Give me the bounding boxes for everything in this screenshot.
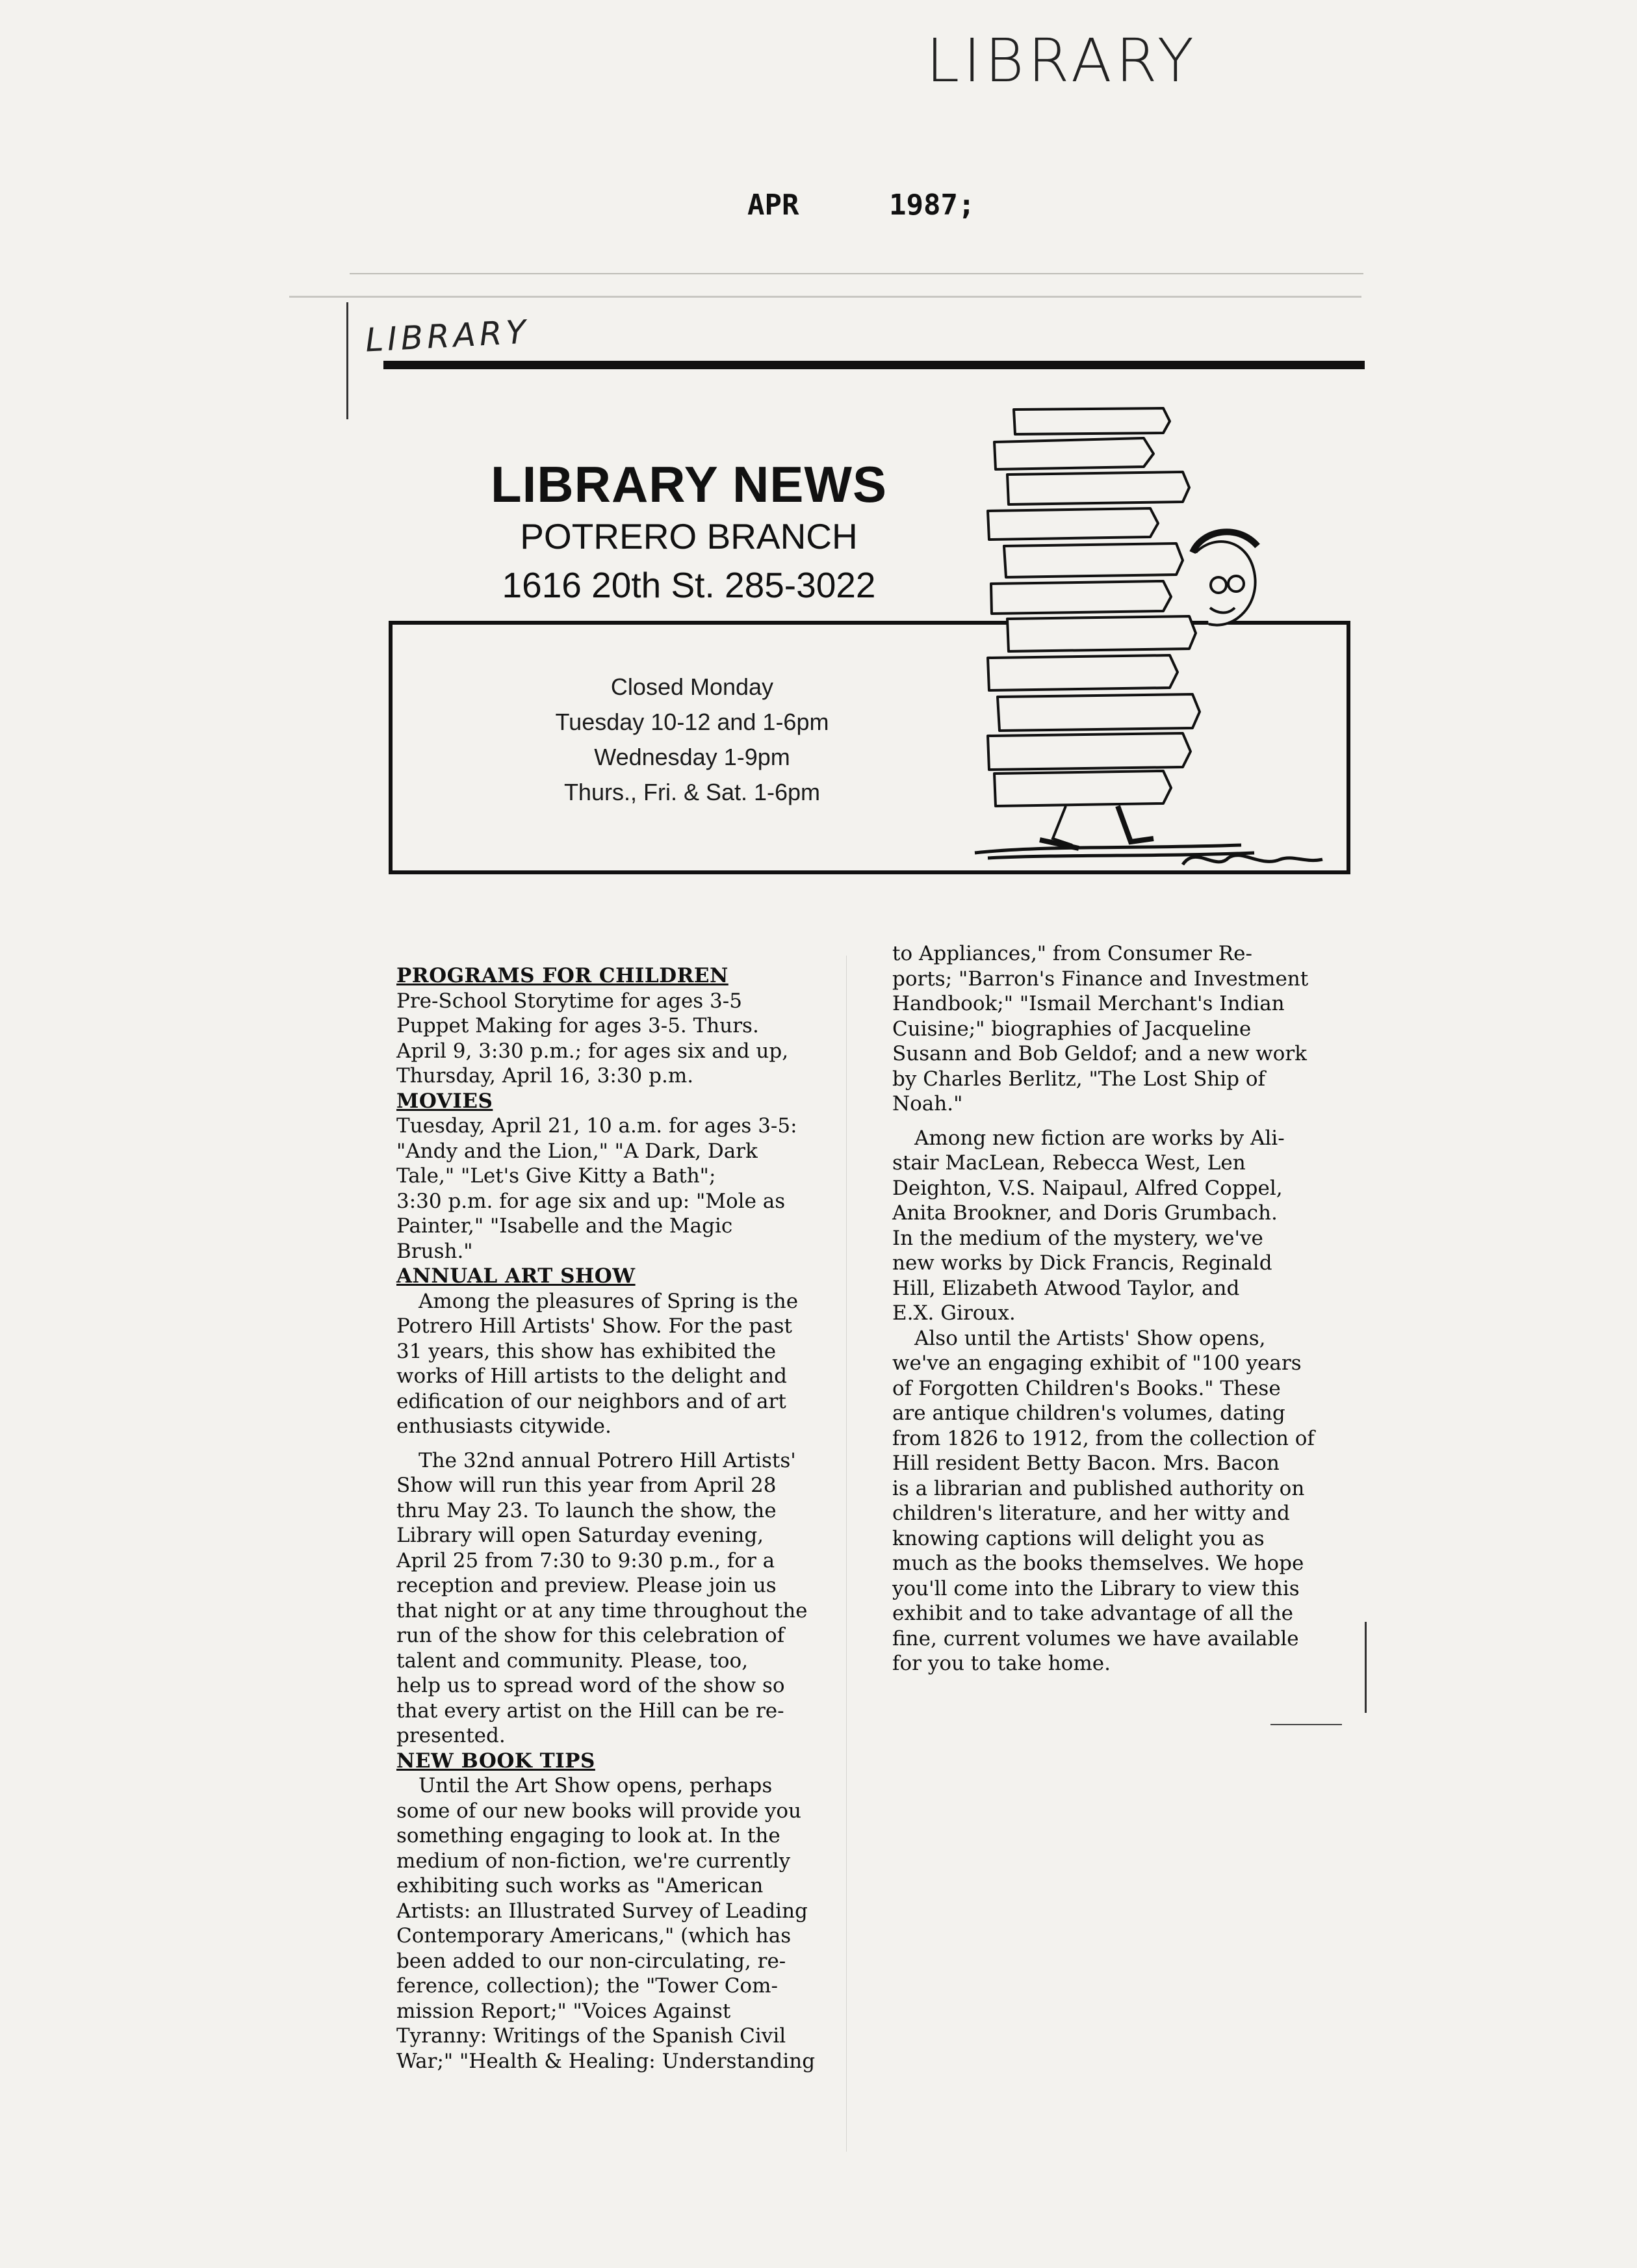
paragraph-line: exhibiting such works as "American (396, 1874, 764, 1897)
paragraph-line: some of our new books will provide you (396, 1799, 801, 1823)
paragraph-line: Pre-School Storytime for ages 3-5 (396, 989, 742, 1013)
paragraph-line: are antique children's volumes, dating (892, 1401, 1285, 1425)
margin-mark (1365, 1622, 1367, 1713)
handwritten-note-margin: LIBRARY (364, 313, 531, 359)
paragraph-line: The 32nd annual Potrero Hill Artists' (419, 1448, 796, 1472)
paragraph-line: In the medium of the mystery, we've (892, 1226, 1263, 1250)
paragraph-line: enthusiasts citywide. (396, 1414, 612, 1438)
paragraph-line: Show will run this year from April 28 (396, 1474, 777, 1497)
branch-name: POTRERO BRANCH (520, 516, 858, 556)
paragraph-line: edification of our neighbors and of art (396, 1389, 786, 1413)
paragraph-line: run of the show for this celebration of (396, 1624, 785, 1647)
paragraph-line: to Appliances," from Consumer Re- (892, 942, 1252, 965)
hours-line: Thurs., Fri. & Sat. 1-6pm (563, 779, 821, 805)
paragraph-line: works of Hill artists to the delight and (396, 1364, 788, 1388)
paragraph-line: of Forgotten Children's Books." These (892, 1376, 1281, 1400)
date-stamp-year-text: 1987 (889, 189, 958, 222)
paragraph-line: Potrero Hill Artists' Show. For the past (396, 1314, 792, 1338)
hours-line: Closed Monday (610, 673, 774, 700)
article-left-column (396, 963, 851, 2074)
paragraph-line: Susann and Bob Geldof; and a new work (892, 1042, 1307, 1065)
paragraph-line: Library will open Saturday evening, (396, 1524, 764, 1547)
paragraph-line: presented. (396, 1724, 506, 1747)
paragraph-line: children's literature, and her witty and (892, 1502, 1290, 1525)
paragraph-line: War;" "Health & Healing: Understanding (396, 2049, 816, 2073)
section-heading: ANNUAL ART SHOW (396, 1264, 636, 1288)
paragraph-line: Also until the Artists' Show opens, (914, 1326, 1266, 1350)
handwritten-note-top: LIBRARY (926, 26, 1198, 96)
paragraph-line: Hill, Elizabeth Atwood Taylor, and (892, 1276, 1240, 1300)
paragraph-line: we've an engaging exhibit of "100 years (892, 1351, 1302, 1375)
date-stamp-month: APR (747, 189, 799, 222)
paragraph-line: Deighton, V.S. Naipaul, Alfred Coppel, (892, 1176, 1283, 1200)
hours-line: Wednesday 1-9pm (594, 744, 790, 770)
paragraph-line: Artists: an Illustrated Survey of Leading (396, 1899, 808, 1923)
paragraph-line: April 9, 3:30 p.m.; for ages six and up, (396, 1039, 789, 1063)
section-heading: PROGRAMS FOR CHILDREN (396, 964, 728, 987)
paragraph-line: from 1826 to 1912, from the collection of (892, 1426, 1315, 1450)
paragraph-line: ports; "Barron's Finance and Investment (892, 967, 1309, 991)
paragraph-line: stair MacLean, Rebecca West, Len (892, 1151, 1246, 1175)
paragraph-line: 31 years, this show has exhibited the (396, 1339, 777, 1363)
paragraph-line: "Andy and the Lion," "A Dark, Dark (396, 1139, 758, 1163)
paragraph-gap (396, 1439, 851, 1448)
paragraph-line: talent and community. Please, too, (396, 1649, 749, 1673)
article-right-column (892, 941, 1347, 1676)
hours-line: Tuesday 10-12 and 1-6pm (555, 709, 829, 735)
book-stack-illustration-icon (968, 390, 1332, 874)
paragraph-line: Contemporary Americans," (which has (396, 1924, 792, 1948)
paragraph-line: Among new fiction are works by Ali- (914, 1126, 1285, 1150)
paragraph-line: Until the Art Show opens, perhaps (419, 1774, 773, 1797)
paragraph-line: Noah." (892, 1092, 963, 1115)
paragraph-gap (892, 1117, 1347, 1126)
paragraph-line: Anita Brookner, and Doris Grumbach. (892, 1201, 1278, 1225)
branch-address: 1616 20th St. 285-3022 (502, 565, 876, 605)
page-title: LIBRARY NEWS (490, 456, 888, 513)
paragraph-line: that night or at any time throughout the (396, 1598, 808, 1623)
paragraph-line: April 25 from 7:30 to 9:30 p.m., for a (396, 1548, 775, 1572)
date-stamp-year: 1987; (889, 189, 975, 222)
paragraph-line: Cuisine;" biographies of Jacqueline (892, 1017, 1252, 1041)
paragraph-line: for you to take home. (892, 1652, 1111, 1675)
paragraph-line: E.X. Giroux. (892, 1301, 1016, 1325)
paragraph-line: been added to our non-circulating, re- (396, 1949, 786, 1973)
column-rule (846, 956, 847, 2152)
paragraph-line: reception and preview. Please join us (396, 1574, 777, 1597)
paragraph-line: Tyranny: Writings of the Spanish Civil (396, 2024, 786, 2048)
paragraph-line: Tale," "Let's Give Kitty a Bath"; (396, 1164, 716, 1188)
section-heading: NEW BOOK TIPS (396, 1749, 595, 1773)
paragraph-line: thru May 23. To launch the show, the (396, 1498, 777, 1522)
clipping-edge-line (289, 296, 1361, 298)
paragraph-line: exhibit and to take advantage of all the (892, 1602, 1294, 1625)
paragraph-line: help us to spread word of the show so (396, 1674, 785, 1697)
paragraph-line: Brush." (396, 1239, 473, 1263)
paragraph-line: Among the pleasures of Spring is the (419, 1289, 799, 1313)
paragraph-line: Hill resident Betty Bacon. Mrs. Bacon (892, 1452, 1280, 1475)
paragraph-line: Painter," "Isabelle and the Magic (396, 1214, 733, 1238)
paragraph-line: medium of non-fiction, we're currently (396, 1849, 791, 1873)
paragraph-line: 3:30 p.m. for age six and up: "Mole as (396, 1189, 786, 1213)
margin-mark (1270, 1724, 1342, 1725)
header-rule (383, 361, 1365, 369)
paragraph-line: by Charles Berlitz, "The Lost Ship of (892, 1067, 1266, 1091)
clipping-edge-line (350, 273, 1363, 274)
paragraph-line: much as the books themselves. We hope (892, 1552, 1304, 1575)
section-heading: MOVIES (396, 1089, 493, 1113)
paragraph-line: mission Report;" "Voices Against (396, 1999, 731, 2023)
paragraph-line: ference, collection); the "Tower Com- (396, 1974, 778, 1998)
paragraph-line: Tuesday, April 21, 10 a.m. for ages 3-5: (396, 1114, 797, 1138)
hours-list (494, 670, 890, 810)
margin-mark (346, 302, 348, 419)
paragraph-line: new works by Dick Francis, Reginald (892, 1251, 1272, 1275)
paragraph-line: knowing captions will delight you as (892, 1526, 1265, 1550)
paragraph-line: is a librarian and published authority on (892, 1476, 1305, 1500)
paragraph-line: Handbook;" "Ismail Merchant's Indian (892, 992, 1285, 1015)
paragraph-line: Puppet Making for ages 3-5. Thurs. (396, 1014, 759, 1037)
paragraph-line: that every artist on the Hill can be re- (396, 1699, 784, 1723)
paragraph-line: something engaging to look at. In the (396, 1824, 780, 1847)
paragraph-line: you'll come into the Library to view this (892, 1576, 1300, 1600)
paragraph-line: Thursday, April 16, 3:30 p.m. (396, 1064, 694, 1088)
paragraph-line: fine, current volumes we have available (892, 1626, 1299, 1650)
